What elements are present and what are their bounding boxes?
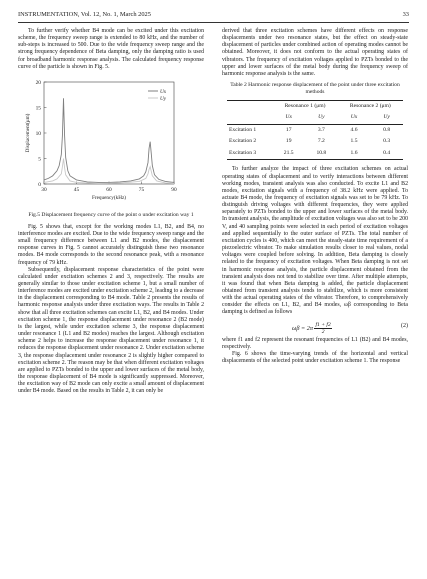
- y-tick-label: 10: [35, 130, 41, 137]
- page-header: [18, 10, 409, 23]
- table-row: [227, 136, 403, 148]
- table-row: [227, 148, 403, 160]
- table-sub-header: Uy: [370, 112, 403, 124]
- series-line-ux: [44, 95, 174, 182]
- table-row-label: Excitation 3: [227, 148, 272, 160]
- table-cell: 0.8: [383, 126, 391, 133]
- right-column: [222, 28, 408, 365]
- y-axis-label: Displacement(μm): [25, 113, 31, 153]
- plot-frame: [44, 82, 174, 184]
- x-tick-label: 90: [171, 186, 177, 193]
- x-tick-label: 75: [138, 186, 145, 193]
- page-number: 33: [402, 11, 409, 18]
- journal-title: INSTRUMENTATION, Vol. 12, No. 1, March 2025: [18, 11, 151, 18]
- equation-numerator: f1 + f2: [315, 321, 331, 328]
- table-cell: 1.5: [350, 138, 358, 145]
- table-cell: 21.5: [272, 148, 305, 160]
- table-caption: Table 2 Harmonic response displacement of the point under three excitation methods: [230, 82, 400, 95]
- x-axis-label: Frequency(kHz): [92, 194, 126, 201]
- table-group-header: Resonance 2 (μm): [338, 100, 403, 112]
- table-sub-header: Ux: [272, 112, 305, 124]
- figure-5: [18, 74, 204, 210]
- table-cell: 10.8: [305, 148, 338, 160]
- table-corner: [227, 100, 272, 112]
- equation-denominator: 2: [321, 328, 325, 335]
- table-group-header: Resonance 1 (μm): [272, 100, 337, 112]
- legend-label: Uy: [160, 95, 167, 102]
- table-cell: 7.2: [317, 138, 325, 145]
- series-line-uy: [44, 158, 174, 183]
- paragraph: where f1 and f2 represent the resonant frequencies of L1 (B2) and B4 modes, respectively.: [222, 336, 408, 350]
- table-cell: 3.7: [317, 126, 325, 133]
- legend-label: Ux: [160, 88, 167, 95]
- table-row-label: Excitation 1: [229, 126, 257, 133]
- equation-lhs: ωβ = 2π: [292, 324, 313, 332]
- left-column: [18, 28, 204, 395]
- y-tick-label: 5: [38, 156, 41, 163]
- x-tick-label: 30: [41, 186, 47, 193]
- table-cell: 1.6: [338, 148, 371, 160]
- paragraph: Subsequently, displacement response characteristics of the point were calculated under excitation schemes 2 and 3, respectively. The results are generally similar to those under excitation scheme 1, but a small number of interference modes are excited under excitation scheme 2, leading to a decrease in the displacement corresponding to B4 mode. Table 2 presents the results of harmonic response analysis under three excitation ways. The results in Table 2 show that all three excitation schemes can excite L1, B2, and B4 modes. Under excitation scheme 1, the response displacement under resonance 2 (B2 mode) is the largest, while under excitation scheme 3, the response displacement under resonance 1 (L1 and B2 modes) reaches the largest. Although excitation scheme 2 helps to increase the response displacement under resonance 1, it reduces the response displacement under resonance 2. Under excitation scheme 3, the response displacement under resonance 2 is slightly higher compared to excitation scheme 2. The reason may be that when different excitation voltages are applied to PZTs bonded to the upper and lower surfaces of the metal body, the response displacement of B4 mode is significantly suppressed. Moreover, the excitation way of B2 mode can only excite a small amount of displacement under B4 mode. Based on the results in Table 2, it can only be: [18, 266, 204, 395]
- table-cell: 0.3: [383, 138, 391, 145]
- equation-number: (2): [401, 322, 408, 329]
- displacement-frequency-chart: [18, 74, 204, 210]
- table-sub-header: Ux: [338, 112, 371, 124]
- y-tick-label: 20: [35, 79, 41, 86]
- x-tick-label: 60: [106, 186, 112, 193]
- paragraph: To further verify whether B4 mode can be excited under this excitation scheme, the frequency sweep range is extended to 80 kHz, and the number of sub-steps is increased to 500. Due to the wide frequency sweep range and the strong frequency dependence of Beta damping, only the damping ratio is used for broadband harmonic response analysis. The calculated frequency response curve of the particle is shown in Fig. 5.: [18, 28, 204, 70]
- table-cell: 17: [285, 126, 292, 133]
- paragraph: To further analyze the impact of three excitation schemes on actual operating states of displacement and to verify interactions between different working modes, transient analysis was also conducted. To excite L1 and B2 modes, excitation signals with a frequency of 38.2 kHz were applied. To actuate B4 mode, the frequency of excitation signals was set to be 79 kHz. To distinguish driving voltages with different frequencies, they were applied separately to PZTs bonded to the upper and lower surfaces of the metal body. In transient analysis, the amplitude of excitation voltages was also set to be 200 V, and 40 sampling points were selected in each period of excitation voltages and applied sequentially to the outer surface of PZTs. The total number of excitation cycles is 400, which can meet the steady-state time requirement of a piezoelectric vibrator. To make simulation results closer to real values, nodal voltages were coupled before solving. In addition, Beta damping is closely related to the frequency of excitation voltages. When Beta damping is not set in harmonic response analysis, the particle displacement obtained from the transient analysis does not tend to stabilize over time. After multiple attempts, it was found that when Beta damping is added, the particle displacement obtained from transient analysis tends to stabilize, which is more consistent with the actual operating states of the vibrator. Therefore, to comprehensively consider the effects on L1, B2, and B4 modes, ωβ corresponding to Beta damping is defined as follows: [222, 166, 408, 316]
- x-tick-label: 45: [73, 186, 80, 193]
- figure-caption: Fig.5 Displacement frequency curve of the point o under excitation way 1: [28, 211, 194, 218]
- paragraph: derived that three excitation schemes have different effects on response displacements under two resonance states, but the effect on steady-state displacement of particles under combined action of operating modes cannot be obtained. Moreover, it does not conform to the actual operating states of vibrators. The frequency of excitation voltages applied to PZTs bonded to the upper and lower surfaces of the metal body during the frequency sweep of harmonic response analysis is the same.: [222, 28, 408, 77]
- paragraph: Fig. 5 shows that, except for the working modes L1, B2, and B4, no interference modes are excited. Due to the wide frequency sweep range and the small frequency difference between L1 and B2 modes, the displacement response curves in Fig. 5 cannot accurately distinguish these two resonance modes. B4 mode corresponds to the second resonance peak, with a resonance frequency of 79 kHz.: [18, 223, 204, 266]
- paragraph: Fig. 6 shows the time-varying trends of the horizontal and vertical displacements of the selected point under excitation scheme 1. The response: [222, 350, 408, 365]
- equation-2: [222, 320, 408, 334]
- table-row-label: Excitation 2: [229, 138, 257, 145]
- table-row: [227, 124, 403, 136]
- y-tick-label: 0: [38, 181, 41, 188]
- table-cell: 4.6: [350, 126, 358, 133]
- table-cell: 19: [285, 138, 292, 145]
- equation-fraction: [314, 322, 331, 335]
- table-cell: 0.4: [370, 148, 403, 160]
- table-corner: [227, 112, 272, 124]
- table-2: [227, 100, 403, 161]
- y-tick-label: 15: [35, 105, 41, 112]
- table-sub-header: Uy: [305, 112, 338, 124]
- equation-body: [292, 322, 332, 335]
